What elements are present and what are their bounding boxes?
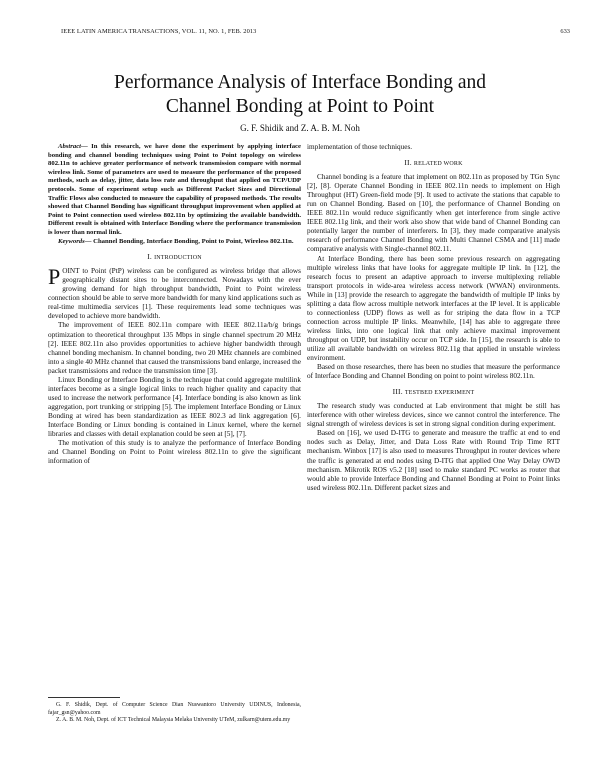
footnotes [48,702,301,725]
section-title: TESTBED EXPERIMENT [404,390,475,397]
related-paragraph-1: Channel bonding is a feature that implement on 802.11n as proposed by TGn Sync [2], [8]. Operate Channel Bonding in IEEE 802.11n needs to implement on High Throughput (HT) Green-field mode [9]. It used to activate the stations that capable to run on Channel Bonding. Based on [10], the performance of Channel Bonding on IEEE 802.11n would reduce significantly when get interference from single active IEEE 802.11g link, and their work also show that wide band of Channel Bonding can potentially larger the number of interferers. In [3], they made comparative analysis research of performance Channel Bonding with Multi Channel CSMA and [11] made comparative analysis with Single-channel 802.11. [307,173,560,254]
section-number: III. [392,387,403,397]
abstract-text: — In this research, we have done the experiment by applying interface bonding and channel bonding techniques using Point to Point topology on wireless 802.11n to achieve greater performance of network transmission compare with normal wireless link. Some of parameters are used to measure the performance of the proposed methods, such as delay, jitter, data loss rate and throughput that applied on TCP/UDP protocols. Some of experiment setup such as Different Packet Sizes and Directional Traffic Flows also conducted to measure the capability of proposed methods. The results showed that Channel Bonding has significant throughput improvement when applied at Point to Point connection used wireless 802.11n by optimizing the available bandwidth. Different result is obtained with Interface Bonding where the performance transmission is lower than normal link. [48,143,301,236]
section-heading-related-work [307,158,560,169]
paper-title [40,71,560,119]
section-number: II. [404,158,412,168]
footnote-author-1: G. F. Shidik, Dept. of Computer Science Dian Nuswantoro University UDINUS, Indonesia, fajar_gsn@yahoo.com [48,702,301,716]
related-paragraph-3: Based on those researches, there has been no studies that measure the performance of Interface Bonding and Channel Bonding on point to point wireless 802.11n. [307,363,560,381]
intro-paragraph-1 [48,264,301,321]
running-header: IEEE LATIN AMERICA TRANSACTIONS, VOL. 11, NO. 1, FEB. 2013 [61,28,257,35]
intro-continuation: implementation of those techniques. [307,143,413,151]
intro-paragraph-4: The motivation of this study is to analyze the performance of Interface Bonding and Channel Bonding on Point to Point wireless 802.11n to give the significant information of [48,439,301,466]
page-number: 633 [560,28,570,35]
drop-cap: P [48,264,61,290]
testbed-paragraph-2: Based on [16], we used D-ITG to generate and measure the traffic at end to end nodes such as Delay, Jitter, and Data Loss Rate with Round Trip Time RTT mechanism. Winbox [17] is also used to measures Throughput in router devices where the traffic is generated at end nodes using D-ITG that applied One Way Delay OWD mechanism. Mikrotik ROS v5.2 [18] used to make standard PC works as router that would able to provide Interface Bonding and Channel Bonding at Point to Point links used wireless 802.11n. Different packet sizes and [307,429,560,492]
keywords-label: Keywords [58,237,85,245]
keywords [48,238,301,247]
abstract-label: Abstract [58,143,82,150]
section-heading-testbed [307,387,560,398]
intro-p1-text: OINT to Point (PtP) wireless can be configured as wireless bridge that allows geographically distant sites to be interconnected. Nowadays with the ever growing demand for high throughput bandwidth, Point to Point wireless connection should be able to serve more bandwidth for many kind applications such as real-time multimedia services [1]. These requirements lead some techniques was developed to achieve more bandwidth. [48,267,301,321]
footnote-divider [48,697,120,698]
section-title: INTRODUCTION [154,255,202,262]
testbed-paragraph-1: The research study was conducted at Lab environment that might be still has interference with other wireless devices, since we cannot control the interference. The signal strength of wireless devices is set in strong signal condition during experiment. [307,402,560,429]
section-heading-introduction [48,252,301,263]
related-paragraph-2: At Interface Bonding, there has been some previous research on aggregating multiple wireless links that have looks for aggregate multiple IP link. In [12], the research focus to present an adaptive approach to inverse multiplexing reliable transport protocols in wide-area wireless access network (WWAN) environments. While in [13] provide the research to aggregate the bandwidth of multiple IP links by splitting a data flow across multiple network interfaces at the IP level. It is applicable to connectionless (UDP) flows as well as for striping the data flow in a TCP connection across multiple IP links. Meanwhile, [14] has able to aggregate three wireless links, into one logical link that only achieve maximal improvement throughput on UDP, but instability occur on TCP side. In [15], the research is able to utilize all available bandwidth on wireless 802.11g that applied in unstable wireless environment. [307,254,560,363]
section-title: RELATED WORK [413,161,463,168]
title-line-1: Performance Analysis of Interface Bonding and [113,72,486,93]
authors: G. F. Shidik and Z. A. B. M. Noh [240,123,360,133]
left-column [48,143,301,466]
section-number: I. [147,252,152,262]
intro-paragraph-3: Linux Bonding or Interface Bonding is the technique that could aggregate multilink interfaces become as a single logical links to reach higher quality and capacity that used to increase the network performance [4]. Interface bonding is also known as link aggregation, port trunking or stripping [5]. The implement Interface Bonding or Linux Bonding at wired has been standardization as IEEE 802.3 ad link aggregation [6]. Interface Bonding or Linux bonding is contained in Linux kernel, where the kernel libraries and classes with detail explanation could be seen at [5], [7]. [48,375,301,439]
intro-paragraph-2: The improvement of IEEE 802.11n compare with IEEE 802.11a/b/g brings optimization to theoretical throughput 135 Mbps in single channel spectrum 20 MHz [2]. IEEE 802.11n also provides opportunities to achieve higher bandwidth through channel bonding mechanism. In channel bonding, two 20 MHz channels are combined into a single 40 MHz channel that caused the transmissions band enlarge, increased the packet transmissions and reduce the transmission time [3]. [48,321,301,375]
title-line-2: Channel Bonding at Point to Point [165,96,435,117]
keywords-text: — Channel Bonding, Interface Bonding, Point to Point, Wireless 802.11n. [84,237,294,245]
footnote-author-2: Z. A. B. M. Noh, Dept. of ICT Technical Malaysia Melaka University UTeM, zulkarn@utem.edu.my [56,717,291,724]
right-column [307,143,560,493]
abstract [48,143,301,238]
